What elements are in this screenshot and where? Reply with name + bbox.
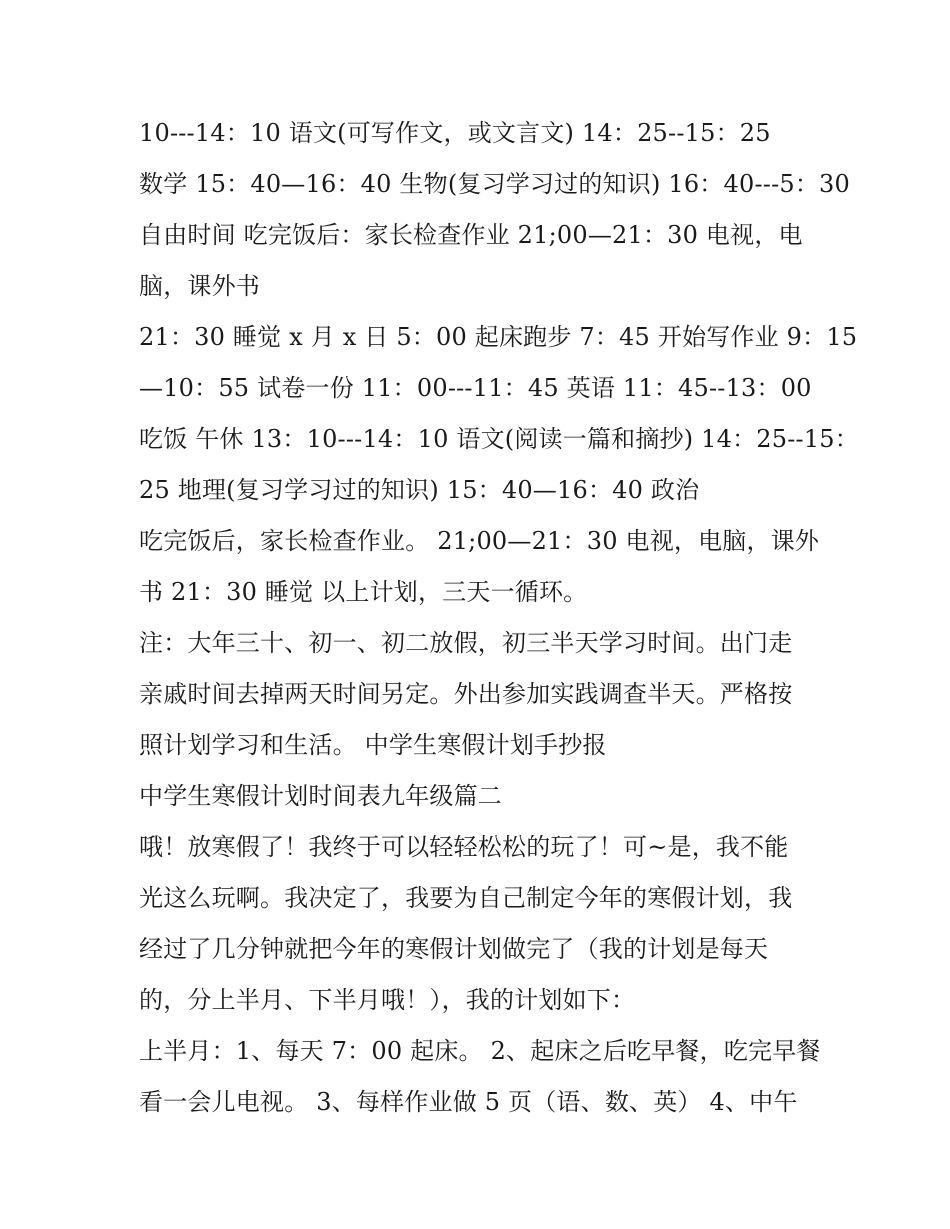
- text-line: 光这么玩啊。我决定了，我要为自己制定今年的寒假计划，我: [139, 884, 793, 912]
- text-line: 21：30 睡觉 x 月 x 日 5：00 起床跑步 7：45 开始写作业 9：15: [139, 323, 858, 351]
- text-line: 吃饭 午休 13：10---14：10 语文(阅读一篇和摘抄) 14：25--15：: [139, 425, 859, 453]
- text-line: 注：大年三十、初一、初二放假，初三半天学习时间。出门走: [139, 629, 793, 657]
- text-line: 的，分上半月、下半月哦！），我的计划如下：: [139, 986, 636, 1014]
- text-line: 数学 15：40—16：40 生物(复习学习过的知识) 16：40---5：30: [139, 170, 850, 198]
- text-line: 亲戚时间去掉两天时间另定。外出参加实践调查半天。严格按: [139, 680, 793, 708]
- text-line: 25 地理(复习学习过的知识) 15：40—16：40 政治: [139, 476, 700, 504]
- document-body: [139, 108, 859, 1128]
- text-line: 10---14：10 语文(可写作文，或文言文) 14：25--15：25: [139, 119, 771, 147]
- text-line: 吃完饭后，家长检查作业。 21;00—21：30 电视，电脑，课外: [139, 527, 820, 555]
- text-line: 上半月：1、每天 7：00 起床。 2、起床之后吃早餐，吃完早餐: [139, 1037, 821, 1065]
- text-line: 哦！放寒假了！我终于可以轻轻松松的玩了！可~是，我不能: [139, 833, 789, 861]
- text-line: 自由时间 吃完饭后：家长检查作业 21;00—21：30 电视，电: [139, 221, 803, 249]
- text-line: 书 21：30 睡觉 以上计划，三天一循环。: [139, 578, 588, 606]
- text-line: 经过了几分钟就把今年的寒假计划做完了（我的计划是每天: [139, 935, 769, 963]
- text-line: —10：55 试卷一份 11：00---11：45 英语 11：45--13：00: [139, 374, 812, 402]
- section-heading: 中学生寒假计划时间表九年级篇二: [139, 782, 502, 810]
- text-line: 照计划学习和生活。 中学生寒假计划手抄报: [139, 731, 607, 759]
- text-line: 看一会儿电视。 3、每样作业做 5 页（语、数、英） 4、中午: [139, 1088, 798, 1116]
- text-line: 脑，课外书: [139, 272, 260, 300]
